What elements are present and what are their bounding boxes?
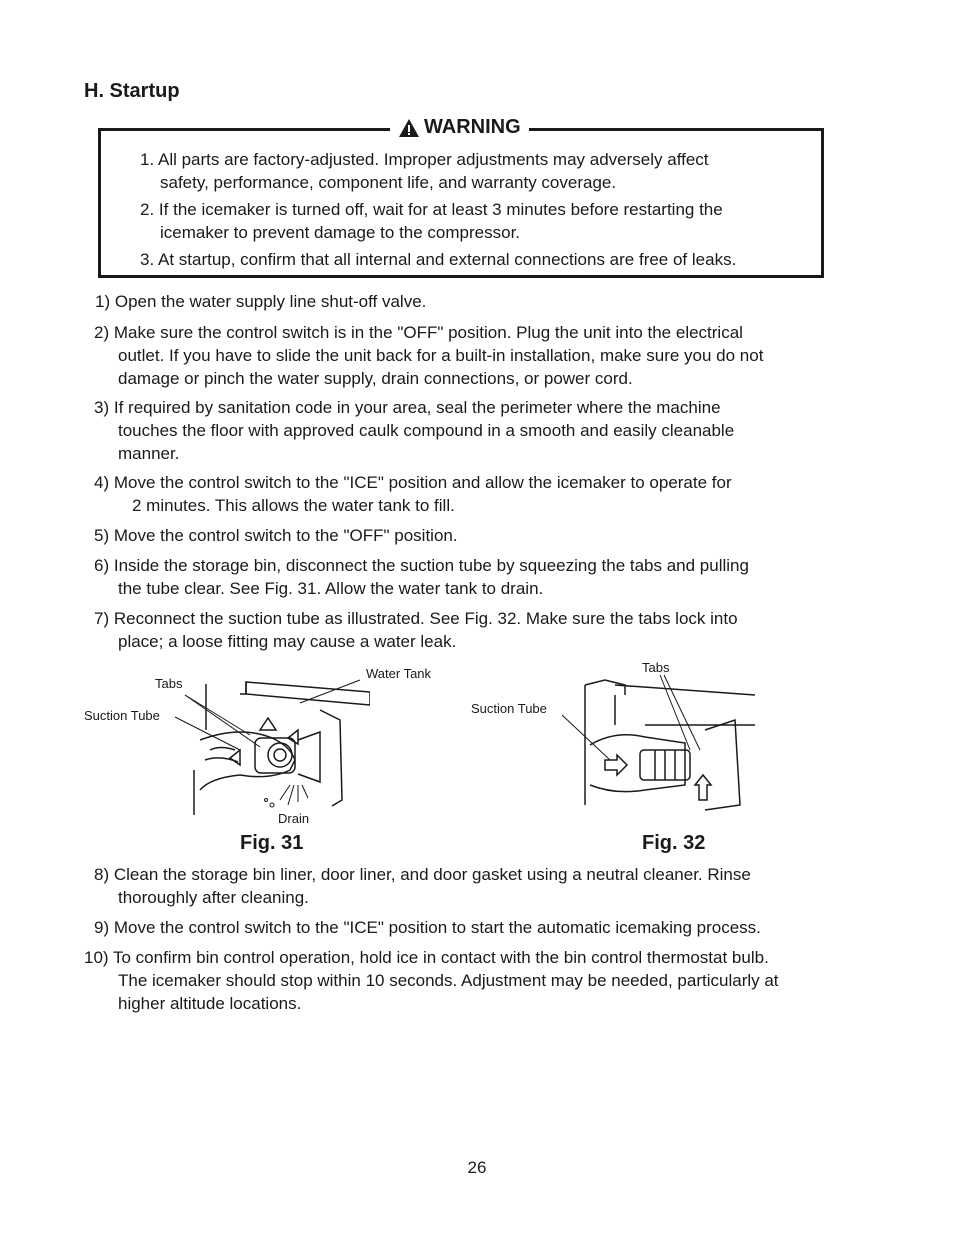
- fig32-leaders: [560, 670, 720, 760]
- page-number: 26: [467, 1158, 487, 1177]
- fig31-label-water-tank: Water Tank: [366, 666, 432, 681]
- step-5: 5) Move the control switch to the "OFF" position.: [94, 526, 458, 545]
- step-10: 10) To confirm bin control operation, hold ice in contact with the bin control thermostat bulb. The icemaker should stop within 10 seconds. Adjustment may be needed, particularly at higher altitude locations.: [84, 948, 779, 1013]
- fig31-label-tabs: Tabs: [155, 676, 183, 691]
- section-title: H. Startup: [84, 80, 180, 102]
- warning-item-3: 3. At startup, confirm that all internal and external connections are free of leaks.: [140, 250, 737, 269]
- step-7: 7) Reconnect the suction tube as illustrated. See Fig. 32. Make sure the tabs lock into place; a loose fitting may cause a water leak.: [94, 609, 738, 651]
- warning-item-1: 1. All parts are factory-adjusted. Improper adjustments may adversely affect safety, performance, component life, and warranty coverage.: [140, 150, 709, 192]
- warning-item-2: 2. If the icemaker is turned off, wait for at least 3 minutes before restarting the icemaker to prevent damage to the compressor.: [140, 200, 723, 242]
- step-4: 4) Move the control switch to the "ICE" position and allow the icemaker to operate for 2 minutes. This allows the water tank to fill.: [94, 473, 732, 515]
- fig32-caption: Fig. 32: [642, 832, 706, 854]
- fig31-leaders: [170, 675, 370, 755]
- step-1: 1) Open the water supply line shut-off valve.: [95, 292, 427, 311]
- step-6: 6) Inside the storage bin, disconnect the suction tube by squeezing the tabs and pulling the tube clear. See Fig. 31. Allow the water tank to drain.: [94, 556, 749, 598]
- step-3: 3) If required by sanitation code in your area, seal the perimeter where the machine touches the floor with approved caulk compound in a smooth and easily cleanable manner.: [94, 398, 735, 463]
- warning-triangle-icon: [398, 118, 420, 138]
- fig31-label-drain: Drain: [278, 811, 310, 826]
- warning-title: [390, 116, 529, 139]
- step-2: 2) Make sure the control switch is in the "OFF" position. Plug the unit into the electrical outlet. If you have to slide the unit back for a built-in installation, make sure you do not damage or pinch the water supply, drain connections, or power cord.: [94, 323, 764, 388]
- step-9: 9) Move the control switch to the "ICE" position to start the automatic icemaking process.: [94, 918, 761, 937]
- fig32-label-tabs: Tabs: [642, 660, 670, 675]
- step-8: 8) Clean the storage bin liner, door liner, and door gasket using a neutral cleaner. Rinse thoroughly after cleaning.: [94, 865, 751, 907]
- fig31-label-suction-tube: Suction Tube: [84, 708, 160, 723]
- warning-title-text: WARNING: [424, 116, 521, 138]
- fig31-caption: Fig. 31: [240, 832, 304, 854]
- fig32-label-suction-tube: Suction Tube: [471, 701, 547, 716]
